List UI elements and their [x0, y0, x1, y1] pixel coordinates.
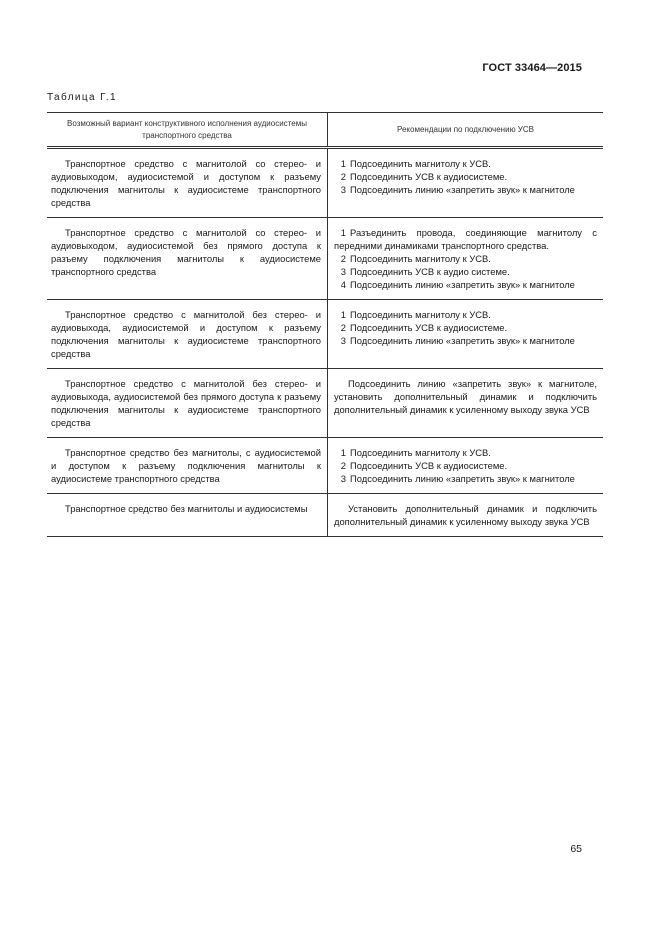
recommendation-step	[334, 183, 597, 196]
table-body	[47, 148, 603, 537]
step-number: 1	[340, 227, 346, 238]
recommendation-step	[334, 334, 597, 347]
step-number: 2	[340, 460, 346, 471]
step-text: Подсоединить линию «запретить звук» к магнитоле	[350, 279, 575, 290]
recommendation-step	[334, 226, 597, 252]
recommendation-text: Установить дополнительный динамик и подключить дополнительный динамик к усиленному выходу звука УСВ	[334, 503, 597, 527]
step-number: 4	[340, 279, 346, 290]
step-text: Подсоединить линию «запретить звук» к магнитоле	[350, 473, 575, 484]
recommendation-step	[334, 278, 597, 291]
table-row	[47, 438, 603, 494]
recommendation-step	[334, 446, 597, 459]
recommendation-cell	[328, 438, 604, 494]
step-text: Подсоединить магнитолу к УСВ.	[350, 158, 491, 169]
recommendation-step	[334, 472, 597, 485]
recommendations-table	[47, 112, 603, 537]
step-number: 1	[340, 447, 346, 458]
step-number: 2	[340, 322, 346, 333]
variant-cell: Транспортное средство без магнитолы, с аудиосистемой и доступом к разъему подключения магнитолы к аудиосистеме транспортного средства	[47, 438, 328, 494]
step-text: Подсоединить УСВ к аудиосистеме.	[350, 322, 508, 333]
recommendation-step	[334, 265, 597, 278]
table-row	[47, 494, 603, 537]
step-number: 3	[340, 335, 346, 346]
variant-cell: Транспортное средство с магнитолой со стерео- и аудиовыходом, аудиосистемой и доступом к разъему подключения магнитолы к аудиосистеме транспортного средства	[47, 148, 328, 218]
recommendation-step	[334, 170, 597, 183]
recommendation-text: Подсоединить линию «запретить звук» к магнитоле, установить дополнительный динамик и подключить дополнительный динамик к усиленному выходу звука УСВ	[334, 378, 597, 415]
step-text: Подсоединить магнитолу к УСВ.	[350, 253, 491, 264]
step-number: 1	[340, 158, 346, 169]
step-number: 3	[340, 266, 346, 277]
table-caption: Таблица Г.1	[47, 92, 117, 103]
variant-cell: Транспортное средство с магнитолой со стерео- и аудиовыходом, аудиосистемой без прямого доступа к разъему подключения магнитолы к аудиосистеме транспортного средства	[47, 218, 328, 300]
step-number: 2	[340, 253, 346, 264]
step-text: Подсоединить магнитолу к УСВ.	[350, 447, 491, 458]
document-code: ГОСТ 33464—2015	[482, 62, 582, 74]
step-text: Подсоединить УСВ к аудио системе.	[350, 266, 510, 277]
step-number: 1	[340, 309, 346, 320]
recommendation-cell	[328, 218, 604, 300]
variant-cell: Транспортное средство с магнитолой без стерео- и аудиовыхода, аудиосистемой без прямого доступа к разъему подключения магнитолы к аудиосистеме транспортного средства	[47, 369, 328, 438]
table-row	[47, 369, 603, 438]
table-header-row	[47, 113, 603, 148]
header-variant: Возможный вариант конструктивного исполнения аудиосистемы транспортного средства	[47, 113, 328, 148]
step-text: Подсоединить УСВ к аудиосистеме.	[350, 171, 508, 182]
table-row	[47, 300, 603, 369]
header-recommendation: Рекомендации по подключению УСВ	[328, 113, 604, 148]
step-text: Разъединить провода, соединяющие магнитолу с передними динамиками транспортного средства.	[334, 227, 597, 251]
step-number: 3	[340, 184, 346, 195]
variant-cell: Транспортное средство без магнитолы и аудиосистемы	[47, 494, 328, 537]
step-text: Подсоединить линию «запретить звук» к магнитоле	[350, 335, 575, 346]
step-text: Подсоединить магнитолу к УСВ.	[350, 309, 491, 320]
recommendation-step	[334, 252, 597, 265]
step-number: 2	[340, 171, 346, 182]
recommendation-cell	[328, 369, 604, 438]
table-row	[47, 218, 603, 300]
step-text: Подсоединить УСВ к аудиосистеме.	[350, 460, 508, 471]
recommendation-step	[334, 157, 597, 170]
variant-cell: Транспортное средство с магнитолой без стерео- и аудиовыхода, аудиосистемой и доступом к разъему подключения магнитолы к аудиосистеме транспортного средства	[47, 300, 328, 369]
table-row	[47, 148, 603, 218]
recommendation-cell	[328, 300, 604, 369]
page-number: 65	[570, 843, 582, 855]
recommendation-step	[334, 308, 597, 321]
recommendation-step	[334, 459, 597, 472]
step-text: Подсоединить линию «запретить звук» к магнитоле	[350, 184, 575, 195]
step-number: 3	[340, 473, 346, 484]
recommendation-cell	[328, 148, 604, 218]
recommendation-step	[334, 321, 597, 334]
recommendation-cell	[328, 494, 604, 537]
